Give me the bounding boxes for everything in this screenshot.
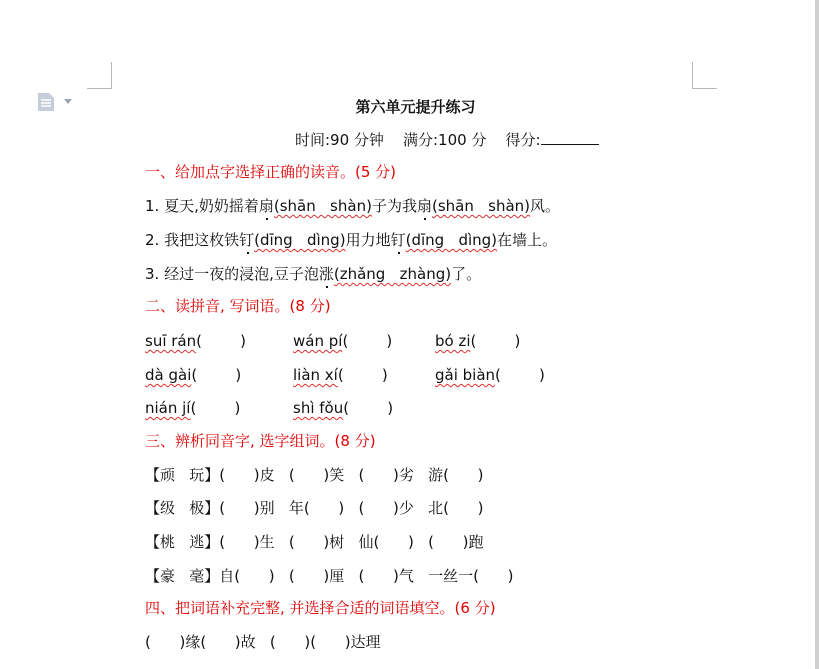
question-item: 2. 我把这枚铁钉(dīng dìng)用力地钉(dīng dìng)在墙上。: [145, 231, 558, 249]
answer-blank[interactable]: ( ): [191, 366, 242, 384]
time-text: 时间:90 分钟: [295, 131, 384, 149]
pinyin-text: shì fǒu: [293, 399, 344, 417]
section-heading: 二、读拼音, 写词语。(8 分): [145, 297, 331, 315]
answer-blank[interactable]: ( ): [196, 332, 246, 350]
margin-corner-right: [692, 62, 717, 89]
homophone-row: 【豪 毫】自( ) ( )厘 ( )气 一丝一( ): [145, 567, 514, 585]
homophone-row: 【级 极】( )别 年( ) ( )少 北( ): [145, 499, 484, 517]
score-blank[interactable]: [541, 130, 599, 145]
pinyin-text: bó zi: [435, 332, 471, 350]
pinyin-item: [145, 398, 240, 418]
score-label: 得分:: [505, 131, 541, 149]
page-title: 第六单元提升练习: [355, 98, 476, 116]
question-item: 1. 夏天,奶奶摇着扇(shān shàn)子为我扇(shān shàn)风。: [145, 197, 561, 215]
section-heading: 三、辨析同音字, 选字组词。(8 分): [145, 432, 376, 450]
pinyin-item: [293, 365, 388, 385]
exam-info: [295, 130, 599, 150]
answer-blank[interactable]: ( ): [495, 366, 545, 384]
pinyin-text: gǎi biàn: [435, 366, 496, 384]
answer-blank[interactable]: ( ): [343, 399, 394, 417]
idiom-row: ( )缘( )故 ( )( )达理: [145, 633, 381, 651]
question-item: 3. 经过一夜的浸泡,豆子泡涨(zhǎng zhàng)了。: [145, 265, 482, 283]
margin-corner-left: [87, 62, 112, 89]
pinyin-item: [435, 365, 545, 385]
answer-blank[interactable]: ( ): [470, 332, 521, 350]
pinyin-text: nián jí: [145, 399, 191, 417]
section-heading: 一、给加点字选择正确的读音。(5 分): [145, 163, 397, 181]
answer-blank[interactable]: ( ): [190, 399, 241, 417]
pinyin-text: wán pí: [293, 332, 343, 350]
section-heading: 四、把词语补充完整, 并选择合适的词语填空。(6 分): [145, 599, 496, 617]
pinyin-item: [145, 365, 241, 385]
answer-blank[interactable]: ( ): [342, 332, 393, 350]
full-score-text: 满分:100 分: [403, 131, 487, 149]
answer-blank[interactable]: ( ): [337, 366, 388, 384]
pinyin-text: liàn xí: [293, 366, 338, 384]
pinyin-item: [435, 331, 520, 351]
pinyin-item: [293, 331, 392, 351]
homophone-row: 【桃 逃】( )生 ( )树 仙( ) ( )跑: [145, 533, 484, 551]
homophone-row: 【顽 玩】( )皮 ( )笑 ( )劣 游( ): [145, 466, 484, 484]
pinyin-text: dà gài: [145, 366, 192, 384]
pinyin-item: [145, 331, 246, 351]
pinyin-text: suī rán: [145, 332, 197, 350]
pinyin-item: [293, 398, 393, 418]
